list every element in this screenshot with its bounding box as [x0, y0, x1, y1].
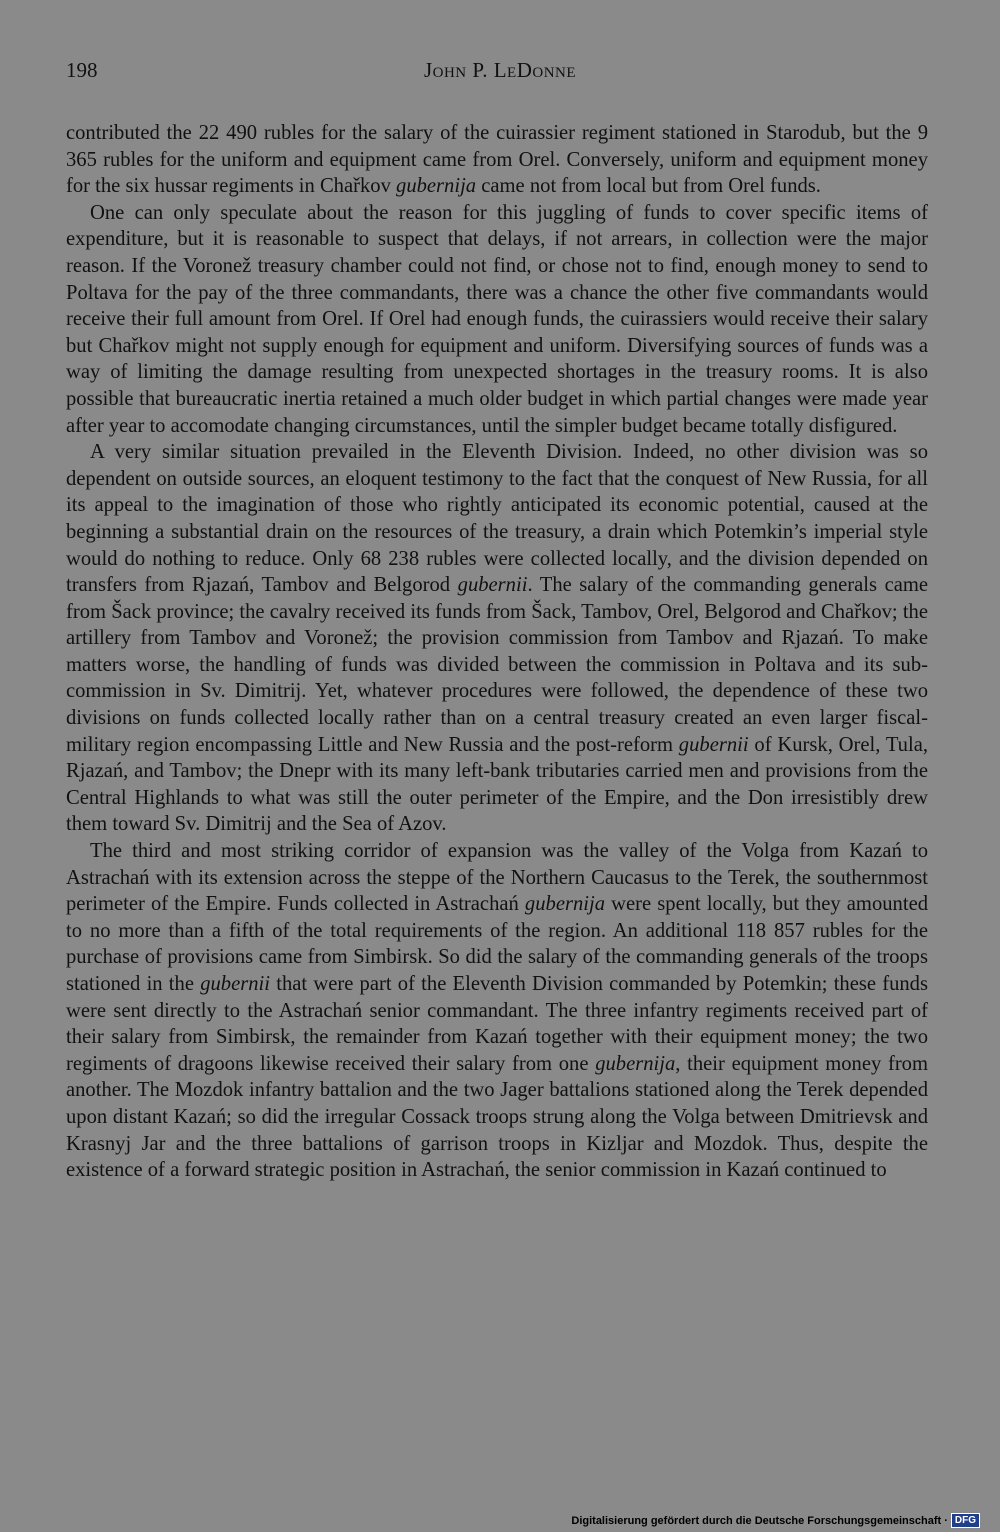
paragraph — [66, 200, 928, 439]
footer-credit: Digitalisierung gefördert durch die Deutsche Forschungsgemeinschaft · — [571, 1514, 948, 1527]
paragraph — [66, 838, 928, 1184]
text-run: . The salary of the commanding generals came from Šack province; the cavalry received its funds from Šack, Tambov, Orel, Belgorod and Chařkov; the artillery from Tambov and Voronež; the provision commission from Tambov and Rjazań. To make matters worse, the handling of funds was divided between the commission in Poltava and its sub-commission in Sv. Dimitrij. Yet, whatever procedures were followed, the dependence of these two divisions on funds collected locally rather than on a central treasury created an even larger fiscal-military region encompassing Little and New Russia and the post-reform — [66, 574, 929, 756]
text-run: came not from local but from Orel funds. — [476, 175, 821, 198]
text-run: contributed the 22 490 rubles for the salary of the cuirassier regiment stationed in Starodub, but the 9 365 rubles for the uniform and equipment came from Orel. Conversely, uniform and equipment money for the six hussar regiments in Chařkov — [66, 122, 928, 198]
text-run: One can only speculate about the reason for this juggling of funds to cover specific items of expenditure, but it is reasonable to suspect that delays, if not arrears, in collection were the major reason. If the Voronež treasury chamber could not find, or chose not to find, enough money to send to Poltava for the pay of the three commandants, there was a chance the other five commandants would receive their full amount from Orel. If Orel had enough funds, the cuirassiers would receive their salary but Chařkov might not supply enough for equipment and uniform. Diversifying sources of funds was a way of limiting the damage resulting from unexpected shortages in the treasury rooms. It is also possible that bureaucratic inertia retained a much older budget in which partial changes were made year after year to accomodate changing circumstances, until the simpler budget became totally disfigured. — [66, 201, 928, 437]
italic-term: gubernii — [457, 574, 528, 597]
text-run: A very similar situation prevailed in the Eleventh Division. Indeed, no other division was so dependent on outside sources, an eloquent testimony to the fact that the conquest of New Russia, for all its appeal to the imagination of those who rightly anticipated its economic potential, caused at the beginning a substantial drain on the resources of the treasury, a drain which Potemkin’s imperial style would do nothing to reduce. Only 68 238 rubles were collected locally, and the division depended on transfers from Rjazań, Tambov and Belgorod — [66, 441, 928, 597]
running-head: John P. LeDonne — [423, 58, 577, 82]
text-run: of Kursk, Orel, Tula, Rjazań, and Tambov; the Dnepr with its many left-bank tributaries carried men and provisions from the Central Highlands to what was still the outer perimeter of the Empire, and the Don irresistibly drew them toward Sv. Dimitrij and the Sea of Azov. — [66, 733, 928, 836]
page-number: 198 — [66, 58, 98, 82]
text-run: The third and most striking corridor of expansion was the valley of the Volga from Kazań to Astrachań with its extension across the steppe of the Northern Caucasus to the Terek, the southernmost perimeter of the Empire. Funds collected in Astrachań — [66, 840, 928, 916]
italic-term: gubernija — [595, 1052, 676, 1075]
italic-term: gubernija — [396, 175, 477, 198]
italic-term: gubernija — [524, 893, 606, 916]
italic-term: gubernii — [678, 733, 749, 756]
footer — [571, 1513, 980, 1528]
text-run: , their equipment money from another. The Mozdok infantry battalion and the two Jager battalions stationed along the Terek depended upon distant Kazań; so did the irregular Cossack troops strung along the Volga between Dmitrievsk and Krasnyj Jar and the three battalions of garrison troops in Kizljar and Mozdok. Thus, despite the existence of a forward strategic position in Astrachań, the senior commission in Kazań continued to — [66, 1052, 928, 1182]
text-run: were spent locally, but they amounted to no more than a fifth of the total requirements of the region. An additional 118 857 rubles for the purchase of provisions came from Simbirsk. So did the salary of the commanding generals of the troops stationed in the — [66, 893, 929, 995]
body-text — [66, 120, 928, 1184]
paragraph — [66, 439, 928, 838]
paragraph — [66, 120, 928, 200]
dfg-logo: DFG — [951, 1513, 980, 1528]
text-run: that were part of the Eleventh Division commanded by Potemkin; these funds were sent directly to the Astrachań senior commandant. The three infantry regiments received part of their salary from Simbirsk, the remainder from Kazań together with their equipment money; the two regiments of dragoons likewise received their salary from one — [66, 973, 928, 1075]
italic-term: gubernii — [200, 973, 270, 995]
